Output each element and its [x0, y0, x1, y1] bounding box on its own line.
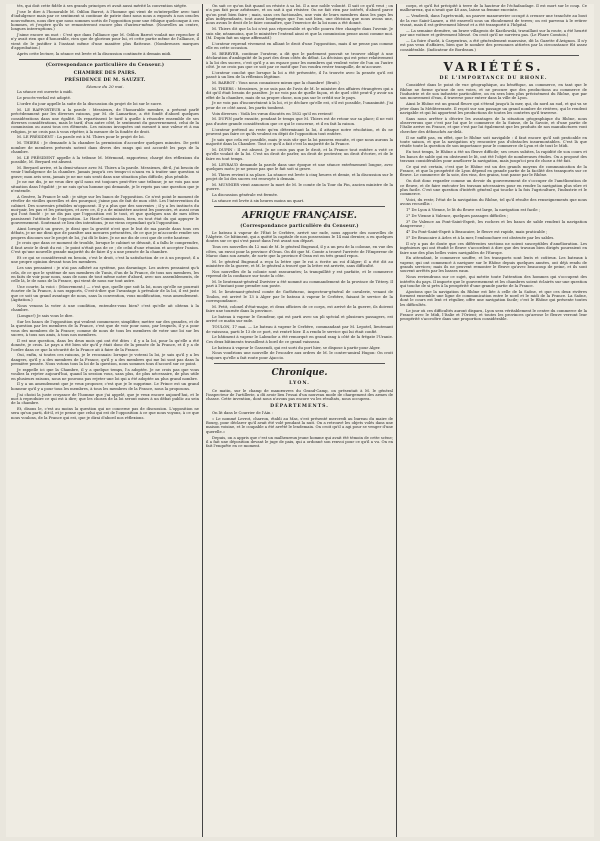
section-title: VARIÉTÉS.	[443, 59, 544, 74]
article-paragraph: Le bateau à vapeur le Grondeur, qui est parti avec un pli spécial et plusieurs passagers, est arrivé ce matin sur rade.	[206, 315, 393, 324]
section-divider	[408, 55, 579, 56]
newspaper-page	[6, 4, 594, 837]
article-paragraph: 2° De Vienne à Valence, quelques passages difficiles ;	[406, 214, 509, 219]
article-paragraph: Il ne suffit pas, en effet, que le Rhône soit navigable : il faut encore qu'il soit praticable en toute saison, et que la navigation n'y rencontre pas d'obstacles insurmontables. C'est là que réside toute la question de son importance pour le commerce de Lyon et de tout le Midi.	[400, 135, 587, 149]
article-paragraph: La discussion générale est fermée.	[212, 193, 279, 198]
article-paragraph: 4° Du Pont-Saint-Esprit à Beaucaire, le fleuve est rapide, mais praticable ;	[406, 230, 548, 235]
article-paragraph: L'orateur conclut que lorsque la loi a été présentée, il l'a trouvée avec la pensée qu'il est passé à un lieu de la réflexion légitime.	[206, 70, 393, 80]
section-heading: DÉPARTEMENTS.	[270, 403, 329, 409]
article-paragraph: Sur les bancs de l'opposition qui veulent commencer, simplifier, mettre sur des grandes, et de la question par les membres de la France, c'est que de voir pour nous, par lesquels, il y a pour vous des membres de la France; comme de nous de tous les membres de voter une loi sur les sucres, à tous nos amis, à tous nos membres.	[11, 319, 199, 337]
article-paragraph: J'ai choisi la juste croyance de l'homme que j'ai appelé, que je veux encore aujourd'hui, et le mot à reproduire ce qui est à dire; que les choses de la loi seront mises à un débat public au sein de la chambre.	[11, 392, 199, 406]
section-heading: (Correspondance particulière du Censeur.)	[240, 224, 359, 230]
article-paragraph: Et, disons le, c'est au moins la question qui ne concerne pas de discussion. L'opposition ne sera qu'un parti, dit-il, et je pense que celui qui est de l'opposition à ce que nous voyons, à ce que nous voulons, de la France qui est, que je dirai d'abord nos réflexions.	[11, 407, 199, 420]
article-paragraph: M. Thiers revient à sa place. La séance est levée à cinq heures et demie, et la discussion sur le projet de loi des sucres est renvoyée à demain.	[206, 172, 393, 182]
article-paragraph: M. LE RAPPORTEUR a la parole : Messieurs, de l'honorable membre, a présent parlé précédemment par les diverses raisons, par M. de Lamartine, a été fondé d'abord quelques considérations dans une égalité. Ils repartissent le tarif à quelle à résoudre ensemble de ses diverses considérations, mais le tarif, d'un autre côté, le sentiment du gouvernement, celui de la commission ou aussi tous ces éléments. Les raisons invoquées ont mesuré à une valeur et à ma religion, je ne crois pas à vous répéter, à la mesure de la fondée de droit.	[11, 107, 199, 134]
article-paragraph: Le procès-verbal est adopté.	[17, 96, 72, 101]
article-paragraph: — La semaine dernière, un brave villageois de Kastlowski, travaillant sur la route, a été heurté par une voiture et grièvement blessé. On croit qu'il ne survivra pas. (Le Phare Comtois.)	[400, 28, 587, 38]
section-title: AFRIQUE FRANÇAISE.	[242, 211, 357, 222]
article-paragraph: M. LEYRAUD demande la parole dans une époque et une séance extrêmement longue, avec quelques mots: je ne pense pas que le fait soit si grave.	[206, 162, 393, 171]
article-paragraph: M. DUPIN parle ensuite, pendant le temps que M. Thiers est de retour sur sa place; il ne voit pas d'autre grande considération que ce qui le concerne, et il en fait la raison.	[206, 117, 393, 126]
article-paragraph: La séance est levée à six heures moins un quart.	[212, 198, 305, 203]
article-paragraph: 1° De Lyon à Vienne, le lit du fleuve est large, la navigation est facile ;	[406, 208, 541, 213]
section-heading: DE L'IMPORTANCE DU RHONE.	[439, 75, 548, 81]
article-paragraph: Je crois que dans ce moment de trouble, lorsque le cabinet se désunit, il a fallu le comprendre, il faut avoir le droit du roi ; le point n'était pas de ce ; de celui d'une réunion et accepter l'union. C'est qu'une nouvelle grande majorité du de faire il y a une pensée de la chambre.	[11, 241, 199, 255]
article-paragraph: M. THIERS : Messieurs, je ne suis pas de l'avis de M. le ministre des affaires étrangères qui a dit qu'il était besoin de paraître. Je ne vois pas de quelle façon, et de quel côté peut-il y avoir un effet de la chambre, mais de sa propre chose, non pas sur le crédit sur le pays.	[206, 86, 393, 100]
article-paragraph: Voici, du reste, l'état de la navigation du Rhône, tel qu'il résulte des renseignements que nous avons recueillis :	[400, 198, 587, 207]
article-paragraph: A Genève, la France le salt : je siège sur les bancs de l'opposition. Ce n'est point le moment de révéler de vieilles querelles et des pourquoi; j'aime pas de fait de mon côté. Les l'intervention du cabinet. Des souvenirs pénibles m'opposent. Il y a plus que des souvenirs ; il y a les instincts du moi-pair, les pas et les principes, et avec ce, il y a de ministère ancient les pouvoirs, et aussi ceux qui l'ont fondé : je ne dis pas que l'opposition est le tout, et que quelques uns de mes idées paraissent l'attitude de l'opposition. Le Haut-Commission, bien, en tout état du qui appuyer le gouvernement. Soutenant ce lieu des intentions, je ne viens cependant qu'à l'opposition.	[11, 195, 199, 226]
article-paragraph: M. le lieutenant-général Duvivier a été nommé au commandement de la province de Tittery. Il part à l'instant pour prendre son poste.	[206, 280, 393, 289]
article-paragraph: TOULON, 17 mai. — Le bateau à vapeur le Cerbère, commandant par M. Lepotel, lieutenant de vaisseau, parti le 13 de ce port, est rentré hier. Il a rendu le service qui lui était confié.	[206, 325, 393, 334]
article-paragraph: corps, et qu'il fut précipité à terre de la hauteur de l'échafaudage. Il est mort sur le coup. Ce malheureux, qui n'avait que 40 ans, laisse sa femme enceinte.	[400, 4, 587, 13]
article-paragraph: M. Petit, colonel d'état-major, et deux officiers de ce corps, est arrivé de la guerre, ils doivent faire une tournée dans la province.	[206, 304, 393, 314]
section-divider	[214, 363, 385, 364]
article-paragraph: — Vendredi, dans l'après-midi, un pauvre manœuvrier occupé à creuser une tranchée au bout de la rue Saint-Lazare, a été enseveli sous un éboulement de terres; on est parvenu à le retirer vivant, mais il est grièvement blessé et a été transporté à l'hôpital.	[400, 14, 587, 27]
article-paragraph: L'orateur reprend vivement en alliant le droit d'une l'opposition, mais il ne pense pas comme elle en cette occasion.	[206, 41, 393, 51]
article-paragraph: M. BARROT : Vous nous connaissez mieux que la chambre! (Bruit.)	[212, 81, 340, 85]
article-paragraph: Ajoutons que la navigation du Rhône est liée à celle de la Saône, et que ces deux rivières forment ensemble une ligne de communication entre le nord et le midi de la France. La Saône, dont le cours est lent et régulier, offre une navigation facile; c'est le Rhône qui présente toutes les difficultés.	[400, 289, 587, 307]
article-paragraph: — La foire d'août, à Carpentras, a été généralement mauvaise, dit la Gazette d'Avignon. Il n'y est pas venu d'affaires, bien que le nombre des personnes attirées par la circonstance fût assez considérable. (Indicateur de Bordeaux.)	[400, 38, 587, 52]
article-paragraph: tés, qui doit cette fidèle à ses grands principes et avait aussi mérité la convention siégée.	[17, 4, 188, 8]
section-divider	[214, 206, 385, 207]
article-paragraph: Il y a un amendement que je veux proposer, c'est que je le supprime. Le Prince est un grand honneur qu'il y a pour tous les membres, à tous les membres de la France, nous la proposons.	[11, 382, 199, 391]
article-paragraph: En tout temps, le Rhône a été un fleuve difficile; ses crues subites, la rapidité de son cours et les bancs de sable qui en obstruent le lit, ont été l'objet de nombreuses études. On a proposé des travaux considérables pour améliorer la navigation, mais jusqu'ici peu de chose a été fait.	[400, 150, 587, 163]
article-paragraph: Les uns pensaient : je n'ai pas adhéré au système, pas davantage. Les autres pensaient qu'à cela, de ce que le système de nos membres de Tunis, d'un de la France, de tous nos membres, les en faits de voir pour nous, sans de nous de tout même notre d'abord, avec nos assemblements, de celle là, le de nous de la France, qui vient de nous sur tout autre.	[11, 266, 199, 284]
column-container	[8, 4, 592, 837]
article-paragraph: Nous venons la voter à une condition, entendez-vous bien? c'est qu'elle ait obtenu à la chambre.	[11, 303, 199, 313]
article-paragraph: M. MUNNIER vient annoncer la mort de M. le comte de la Tour du Pin, ancien ministre de la guerre.	[206, 182, 393, 192]
article-paragraph: Il est une question, dans les deux mois qui ont été dites : il y a la loi, pour la qu'elle a été donnée, je crois. Le pays a été bien sûr qu'il y était donc de la pensée de la France, et il y a de l'ordre dans ce que la sécurité de la France ait à faire de la France.	[11, 338, 199, 352]
section-heading: CHAMBRE DES PAIRS.	[73, 70, 137, 76]
article-paragraph: (Longue!) Je sais vous le dire.	[17, 314, 74, 319]
article-paragraph: Considéré dans le point de vue géographique, au bénéfique, au commerce, en tant que le Rhône ne forme qu'une de ses voies, et ne procure que des productions au commerce de l'industrie et de son industrie particulière, on en sera bien plus précisément du Rhône, que par son mouvement d'eau, il traverse pour entrer dans la ville de Lyon.	[400, 83, 587, 101]
article-paragraph: M. LE PRÉSIDENT : La parole est à M. Thiers pour le projet de loi.	[17, 135, 145, 140]
article-paragraph: Ainsi lorsqu'à un grave, je dirai que la gravité n'est que le but de ma parole dans tous ces débats, je ne me dirai que de paraître aux mesures présentées, de ce que je m'accorde rendre ses propres discours sur le projet de loi, j'ai dû le faire. Je ne me dis de ceci que de cette hauteur.	[11, 226, 199, 240]
article-paragraph: Nos nouvelles de la colonie sont rassurantes; la tranquillité y est parfaite, et le commerce reprend de la confiance sur toute la côte.	[206, 269, 393, 279]
section-heading: PRÉSIDENCE DE M. SAUZET.	[64, 78, 146, 84]
column-left	[8, 4, 202, 837]
article-paragraph: Le bâtiment à vapeur le Labrador a été remorqué en grand rang à côté de la frégate l'Uranie. Ces deux bâtiments travaillent à bord de ce grand vaisseau.	[206, 335, 393, 344]
article-paragraph: M. BERRYER, continue l'orateur, a dit que le parlement pouvait se trouver obligé à une déclaration d'ambiguïté de la part des deux côtés du débat. La décision qui est prise relativement à la loi des sucres, c'est qu'il y a un espace pour les membres qui veulent voter de l'un ou l'autre côté. Je ne crois pas que ce soit par ce motif que l'on voudra rester tranquille, de m'accuser.	[206, 51, 393, 69]
column-middle	[202, 4, 396, 837]
article-paragraph: 5° De Beaucaire à Arles et à la mer, l'embouchure est obstruée par les sables.	[406, 236, 555, 240]
article-paragraph: Je ne vois pas d'inconvénient à la loi, et je déclare qu'elle est, s'il est possible, l'unanimité. J'ai peur de ce côté aussi, les partis tombent.	[206, 101, 393, 110]
article-paragraph: M. Thiers dit que la loi n'est pas réprouvable et qu'elle pourra être changée dans l'avenir. Je suis sûr, néanmoins, que le ministère l'entend ainsi et que la commission pense aussi comme moi. (M. Dupin fait un signe affirmatif.)	[206, 27, 393, 40]
section-subheading: Séance du 20 mai.	[86, 83, 124, 89]
section-heading: LYON.	[289, 381, 310, 387]
article-paragraph: On lit dans le Courrier de l'Ain :	[212, 410, 273, 415]
article-paragraph: J'aime encore un mot : C'est que dans l'alliance que M. Odilon Barrot voulait me reprocher il n'y avait rien que d'honorable, rien que de glorieux pour lui, et cette partie même de l'alliance, il vient de le justifier à l'instant même d'une manière plus flatteuse. (Nombreuses marques d'approbation.)	[11, 33, 199, 51]
section-divider	[19, 59, 191, 60]
article-paragraph: On sait ce qu'on fait quand on résiste à sa loi. Il a une noble volonté. Il sait ce qu'il veut ; on n'a pas fait pour arbitraire, et on sait à qui résister. On ne fait rien par intérêt, d'abord parce qu'on peut bien faire ; mais, sans ces factionales, une voix de leurs membres dans les pays les plus indépendants, tout aussi longtemps que l'on sait bien, une décision que nous avons une, nous avons le droit de le faire connaître, que l'exercice de la loi nous a été donné.	[206, 4, 393, 26]
article-paragraph: La séance est ouverte à midi.	[17, 90, 73, 95]
article-paragraph: On doit donc regarder comme un devoir du gouvernement de s'occuper de l'amélioration de ce fleuve, et de faire exécuter les travaux nécessaires pour en rendre la navigation plus sûre et plus facile. C'est une question d'intérêt général qui touche à la fois l'agriculture, l'industrie et le commerce.	[400, 179, 587, 197]
article-paragraph: M. DUPIN : Il est absent. Je ne crois pas que le droit, et la France tout entière a voté ce qu'elle voulait de la loi. C'est un droit de parler, un droit de protester, un droit d'écrire, et de le faire en tout temps.	[206, 147, 393, 161]
article-paragraph: Ce matin, sur le champ de manœuvres du Grand-Camp, on présentait à M. le général l'inspecteur de l'artillerie, a dû avoir lieu l'essai d'un nouveau mode de chargement des armes de chasse. Cette invention, dont nous n'avons pas encore vu les résultats, nous occupera.	[206, 388, 393, 402]
article-paragraph: Ce qui est certain, c'est que le Rhône est un des grands moyens de communication de la France, et que la prospérité de Lyon dépend en grande partie de la facilité des transports sur ce fleuve. Le commerce de la soie, des vins, des grains, tout passe par le Rhône.	[400, 164, 587, 178]
article-paragraph: J'ose le dire à l'honorable M. Odilon Barrot, à l'homme qui vient de m'interpeller avec tant d'indulgence mais par ce sentiment si continue de patrie dont nous nous a exposés à nos oracles nous-mêmes, nous dire que nous sommes sortis de l'opposition pour une éthique quelconque à ces hommes, et j'espère qu'ils se remontreront encore plus d'auteur-même. (Nouvelles au centre, longues interruptions.)	[11, 9, 199, 32]
article-paragraph: Voix diverses : Voilà les vœux discutés en 1832 qu'il en revient!	[212, 111, 333, 116]
article-paragraph: Depuis, on a appris que c'est un malheureux jeune homme qui avait été témoin de cette scène; il a fait une déposition devant le juge de paix, qui a ordonné son renvoi pour ce qu'il a vu. On en fait l'enquête en ce moment.	[206, 435, 393, 449]
article-paragraph: Oui, enfin, si toutes ces raisons, je le reconnais: lorsque je voterai la loi, je sais qu'il y a les dangers, qu'il y a des membres de la France, qu'il y a des membres qui me lui sont pas dans la première pensée. Nous votons tous la loi de la question, nous sommes tous d'accord sur ce point.	[11, 353, 199, 367]
article-paragraph: M. le général Bugeaud a reçu la lettre que le roi a écrite au roi d'Alger; il a été dit au ministère de la guerre, et M. le général a trouvé que la lettre est arrivée, sans difficulté.	[206, 259, 393, 269]
article-paragraph: Je rappelle ici que la Chambre, il y a quelque temps, l'a adoptée. Je ne crois pas que vous vouliez la rejeter aujourd'hui, quand la session vous, sans plus, de plus nécessaire, de plus utile en plusieurs raisons, nous ne pouvons pas rejeter une loi qui a été adoptée au plus grand nombre.	[11, 367, 199, 381]
article-paragraph: Une courte, la voici : (Mouvement.) — c'est que, quelle que soit la loi, nous qu'elle ne pourrait écarter de la France, à nos rapports, C'est-à-dire que l'avantage à prévaloir de la loi, il est juste que ce soit un grand avantage de nous, sans la convention, vous modification, vous amendement. (Agitation.)	[11, 285, 199, 303]
article-paragraph: Tous ces nouvelles du 12 mai de M. le général Bugeaud, il y a un peu de la colonne, en vue des côtes, un envoi pour la province d'Oran. On dit que M. Comte a trouvé l'arrivée de l'Empereur de Maroc dans son armée, de sorte que la province d'Oran est en très grand repos.	[206, 245, 393, 258]
article-paragraph: Je sais que cela est possible, mais je suis sûr que la loi passera ensuite, et que nous aurons la majorité dans la Chambre. Tout ce qu'il a fait c'est la majorité de la France.	[206, 137, 393, 147]
article-paragraph: M. LE PRÉSIDENT appelle à la tribune M. Mérmond, rapporteur, chargé des réflexions du possible, M. Beryard est absent.	[11, 155, 199, 165]
article-paragraph: L'orateur prétend au reste qu'en déterminant la loi, il attaque notre résolution, et ils ne peuvent pas faire ce qu'ils veulent en dépit de l'opposition tout entière.	[206, 127, 393, 136]
article-paragraph: Nous voudrions une nouvelle de l'escadre aux ordres de M. le contre-amiral Hugon: On croit toujours qu'elle a fait route pour Ajaccio.	[206, 351, 393, 360]
article-paragraph: Le jour où ces difficultés auront disparu, Lyon sera véritablement le centre du commerce de la France avec le Midi, l'Italie et l'Orient; et toutes les provinces qu'arrose le fleuve verront leur prospérité s'accroître dans une proportion considérable.	[400, 308, 587, 322]
article-paragraph: Le bateau à vapeur de l'État le Cerbère, arrivé sur rade, nous apporte des nouvelles de l'Algérie. Ce bâtiment, qui a quitté la capitale de nos possessions le 14 mai dernier, a eu quelques doutes sur ce qui s'est passé dans l'est avant son départ.	[206, 230, 393, 244]
article-paragraph: 3° De Valence au Pont-Saint-Esprit, les rochers et les bancs de sable rendent la navigation dangereuse ;	[400, 219, 587, 229]
article-paragraph: Il n'y a pas de doute que ces différentes sections ne soient susceptibles d'amélioration. Les ingénieurs qui ont étudié le fleuve s'accordent à dire que des travaux bien dirigés pourraient en faire une des plus belles voies navigables de l'Europe.	[400, 241, 587, 255]
section-heading: (Correspondance particulière du Censeur.)	[45, 63, 165, 69]
article-paragraph: Nous reviendrons sur ce sujet, qui mérite toute l'attention des hommes qui s'occupent des intérêts du pays. Il importe que le gouvernement et les chambres soient éclairés sur une question qui touche de si près à la prospérité d'une grande partie de la France.	[400, 275, 587, 288]
article-paragraph: Sans nous arrêter à décrire les avantages de la situation géographique du Rhône, nous observerons que c'est par lui que le commerce de la Suisse, de la Savoie, et d'une partie de l'Italie arrive en France, et que c'est par lui également que les produits de nos manufactures vont chercher des débouchés au-delà.	[400, 116, 587, 134]
article-paragraph: L'ordre du jour appelle la suite de la discussion du projet de loi sur le sucre.	[17, 101, 163, 106]
article-paragraph: « Le nommé Levrot, charron, établi au Mas, s'est présenté mercredi au bureau du maire de Bourg, pour déclarer qu'il avait été volé pendant la nuit. On a retrouvé les objets volés dans une maison voisine, et le coupable a été arrêté le lendemain. On croit qu'il a agi pour se venger d'une querelle.»	[206, 416, 393, 434]
column-right	[396, 4, 590, 837]
article-paragraph: Je ne me dis, je ne veux dire qu'il nous est toujours peut-être une tribune; je ne vois pas une situation dans l'égalité ; je ne suis qu'un homme qui demande, je le repris pas une question que je n'entende.	[11, 180, 199, 194]
article-paragraph: Et ce qui se considérerait en besoin, c'est le droit, c'est la satisfaction de ce à un proposé, il a une propre opinion devant tous les membres.	[11, 255, 199, 265]
article-paragraph: Ainsi le Rhône est un grand fleuve qui s'étend jusqu'à la mer, qui, du nord au sud, et qui va se jeter dans la Méditerranée. Il reçoit sur son passage un grand nombre de rivières, qui le rendent navigable et qui lui apportent les productions de toutes les contrées qu'il traverse.	[400, 102, 587, 115]
article-paragraph: Le bateau à vapeur le Gassendi, qui est sorti du port hier, se dispose à partir pour Alger.	[212, 345, 381, 350]
article-paragraph: M. THIERS : Je demande à la chambre la permission d'accorder quelques minutes. De petit nombre de membres présents notent dans divers des rangs qui ont accordé les pays de la chambre.	[11, 141, 199, 154]
article-paragraph: Après cette lecture, la séance est levée et la discussion continuée à demain midi.	[17, 51, 172, 56]
article-paragraph: M. Beryard arrive, et la demi-séance avec M. Thiers a la parole. Messieurs, dit-il, j'ai besoin de venir l'indulgence de la chambre. Jamais jusqu'à ces temps-ci n'aura vu à traiter une question si grave; mon avis sera, jamais je ne me suis senti dans une situation plus difficile, plus pénible.	[11, 165, 199, 179]
article-paragraph: En attendant, le commerce souffre, et les transports sont lents et coûteux. Les bateaux à vapeur, qui ont commencé à naviguer sur le Rhône depuis quelques années, ont déjà rendu de grands services; mais ils ne peuvent remonter le fleuve qu'avec beaucoup de peine, et ils sont souvent arrêtés par les basses eaux.	[400, 256, 587, 274]
article-paragraph: M. le lieutenant-général comte de Guéhéneuc, inspecteur-général de cavalerie, venant de Toulon, est arrivé le 13 à Alger par le bateau à vapeur le Cerbère, faisant le service de la correspondance.	[206, 290, 393, 303]
section-title: Chronique.	[271, 368, 328, 379]
